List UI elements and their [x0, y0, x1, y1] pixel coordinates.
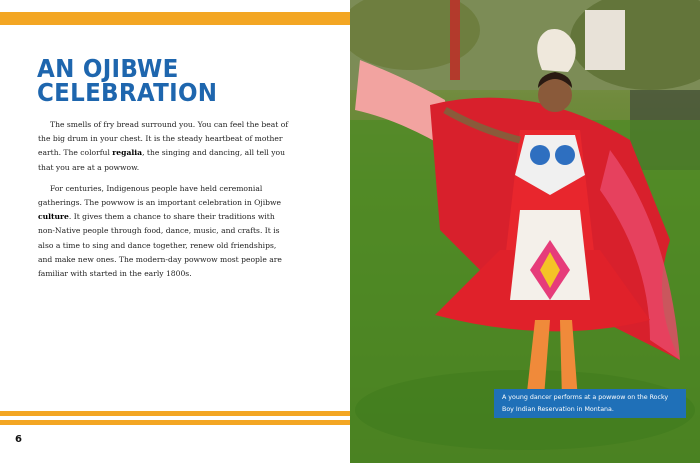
background-person [450, 0, 460, 80]
page-number: 6 [15, 434, 22, 445]
bead-motif-left [530, 145, 550, 165]
title-line-1: AN OJIBWE [37, 54, 179, 83]
paragraph-2-part-1: For centuries, Indigenous people have held ceremonial gatherings. The powwow is an important celebration in Ojibwe [38, 183, 281, 208]
title-line-2: CELEBRATION [37, 78, 218, 107]
paragraph-1-part-2: , the singing and dancing, all tell you that you are at a powwow. [38, 148, 286, 172]
glossary-term-regalia: regalia [112, 148, 143, 158]
top-accent-bar [0, 12, 350, 25]
photo-caption: A young dancer performs at a powwow on the Rocky Boy Indian Reservation in Montana. [494, 389, 686, 418]
page-title [37, 54, 313, 107]
body-text [38, 118, 292, 288]
paragraph-1-part-1: The smells of fry bread surround you. You can feel the beat of the big drum in your chest. It is the steady heartbeat of mother earth. The colorful [38, 120, 289, 158]
dancer-photo [350, 0, 700, 463]
paragraph-2-part-2: . It gives them a chance to share their traditions with non-Native people through food, dance, music, and crafts. It is also a time to sing and dance together, renew old friendships, and make new ones. The modern-day powwow most people are familiar with started in the early 1800s. [38, 212, 282, 279]
paragraph-2 [38, 182, 292, 281]
bottom-accent-bar-2 [0, 420, 350, 425]
bead-motif-right [555, 145, 575, 165]
glossary-term-culture: culture [38, 212, 69, 222]
paragraph-1 [38, 118, 292, 175]
background-person-white [585, 10, 625, 70]
bottom-accent-bar-1 [0, 411, 350, 416]
